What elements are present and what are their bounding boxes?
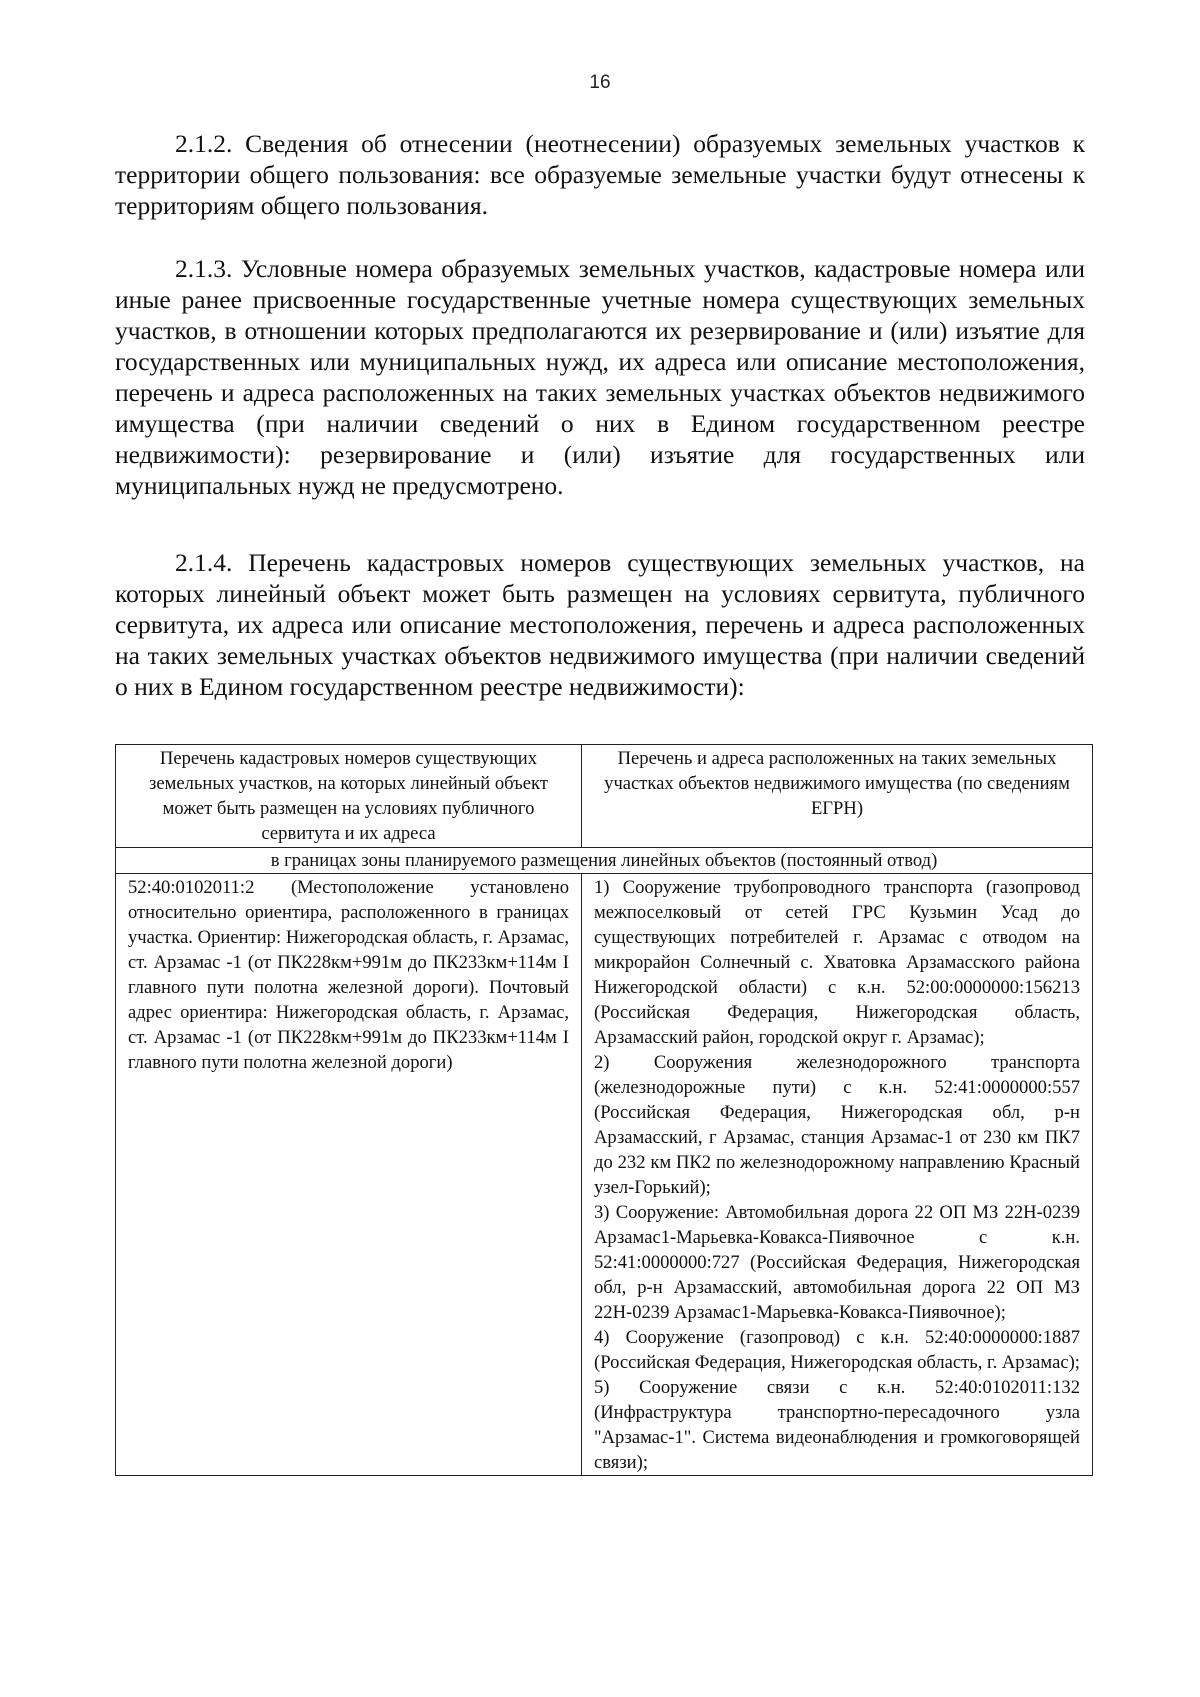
list-item: 2) Сооружения железнодорожного транспорта (железнодорожные пути) с к.н. 52:41:0000000:557 (Российская Федерация, Нижегородская обл, р-н Арзамасский, г Арзамас, станция Арзамас-1 от 230 км ПК7 до 232 км ПК2 по железнодорожному направлению Красный узел-Горький); — [594, 1052, 1080, 1198]
page-number: 16 — [589, 72, 611, 93]
table-header-row — [116, 745, 1093, 848]
header-real-estate-objects: Перечень и адреса расположенных на таких земельных участках объектов недвижимого имущества (по сведениям ЕГРН) — [582, 745, 1093, 848]
paragraph-2-1-4: 2.1.4. Перечень кадастровых номеров существующих земельных участков, на которых линейный объект может быть размещен на условиях сервитута, публичного сервитута, их адреса или описание местоположения, перечень и адреса расположенных на таких земельных участках объектов недвижимого имущества (при наличии сведений о них в Едином государственном реестре недвижимости): — [115, 548, 1085, 701]
list-item: 5) Сооружение связи с к.н. 52:40:0102011:132 (Инфраструктура транспортно-пересадочного узла "Арзамас-1". Система видеонаблюдения и громкоговорящей связи); — [594, 1377, 1080, 1473]
header-cadastral-numbers: Перечень кадастровых номеров существующих земельных участков, на которых линейный объект может быть размещен на условиях публичного сервитута и их адреса — [116, 745, 582, 848]
paragraph-2-1-2: 2.1.2. Сведения об отнесении (неотнесении) образуемых земельных участков к территории общего пользования: все образуемые земельные участки будут отнесены к территориям общего пользования. — [115, 129, 1085, 220]
easement-table — [115, 744, 1093, 1476]
list-item: 4) Сооружение (газопровод) с к.н. 52:40:0000000:1887 (Российская Федерация, Нижегородская область, г. Арзамас); — [594, 1327, 1080, 1373]
paragraph-2-1-3: 2.1.3. Условные номера образуемых земельных участков, кадастровые номера или иные ранее присвоенные государственные учетные номера существующих земельных участков, в отношении которых предполагаются их резервирование и (или) изъятие для государственных или муниципальных нужд, их адреса или описание местоположения, перечень и адреса расположенных на таких земельных участках объектов недвижимого имущества (при наличии сведений о них в Едином государственном реестре недвижимости): резервирование и (или) изъятие для государственных или муниципальных нужд не предусмотрено. — [115, 254, 1085, 500]
list-item: 1) Сооружение трубопроводного транспорта (газопровод межпоселковый от сетей ГРС Кузьмин Усад до существующих потребителей г. Арзамас с отводом на микрорайон Солнечный с. Хватовка Арзамасского района Нижегородской области) с к.н. 52:00:0000000:156213 (Российская Федерация, Нижегородская область, Арзамасский район, городской округ г. Арзамас); — [594, 877, 1080, 1048]
real-estate-list-cell — [582, 874, 1093, 1476]
section-title: в границах зоны планируемого размещения линейных объектов (постоянный отвод) — [116, 848, 1093, 874]
cadastral-number-cell: 52:40:0102011:2 (Местоположение установлено относительно ориентира, расположенного в границах участка. Ориентир: Нижегородская область, г. Арзамас, ст. Арзамас -1 (от ПК228км+991м до ПК233км+114м I главного пути полотна железной дороги). Почтовый адрес ориентира: Нижегородская область, г. Арзамас, ст. Арзамас -1 (от ПК228км+991м до ПК233км+114м I главного пути полотна железной дороги) — [116, 874, 582, 1476]
table-section-row — [116, 848, 1093, 874]
table-row — [116, 874, 1093, 1476]
list-item: 3) Сооружение: Автомобильная дорога 22 ОП МЗ 22Н-0239 Арзамас1-Марьевка-Ковакса-Пиявочное с к.н. 52:41:0000000:727 (Российская Федерация, Нижегородская обл, р-н Арзамасский, автомобильная дорога 22 ОП МЗ 22Н-0239 Арзамас1-Марьевка-Ковакса-Пиявочное); — [594, 1202, 1080, 1323]
